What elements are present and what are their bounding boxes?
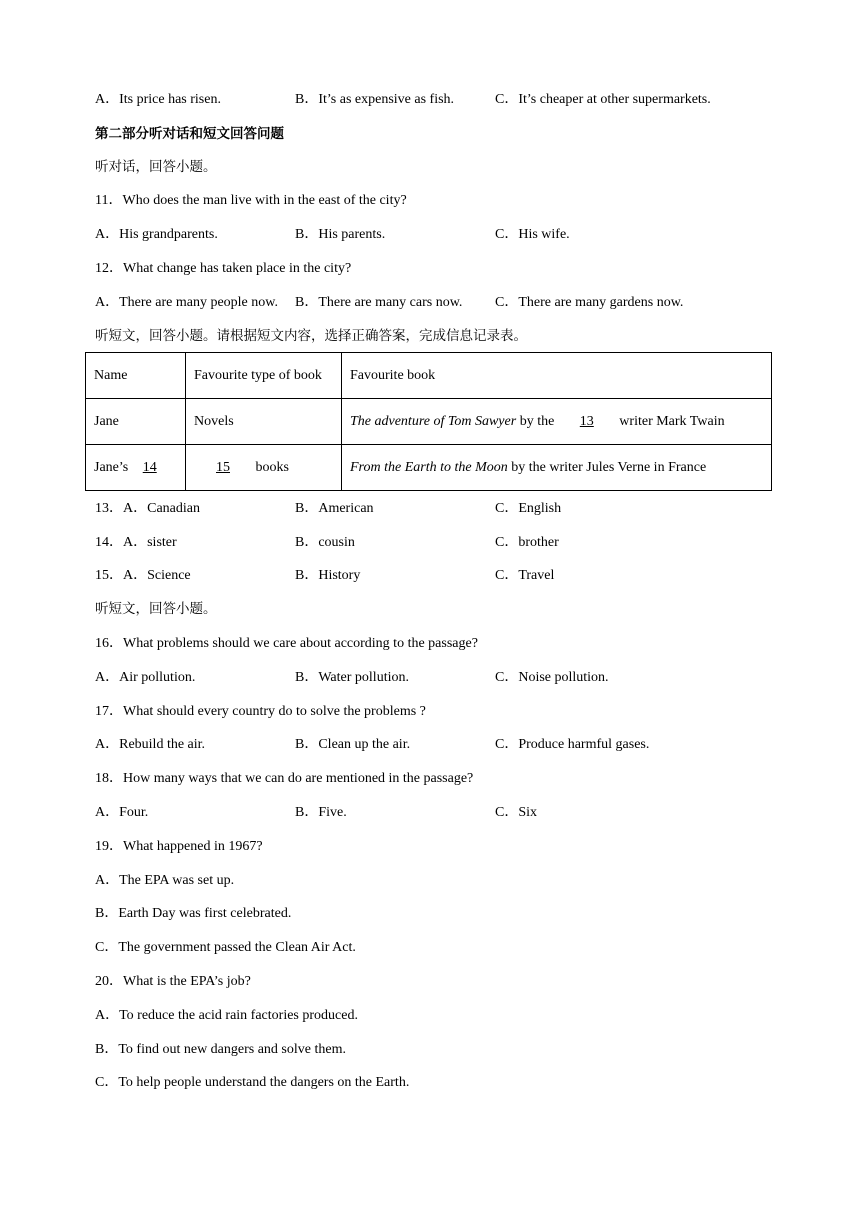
q14-option-a: 14．A．sister (95, 535, 177, 550)
table-row (86, 445, 772, 491)
q19-stem: 19．What happened in 1967? (95, 839, 263, 854)
q11-stem: 11．Who does the man live with in the east of the city? (95, 193, 407, 208)
table-header-row (86, 353, 772, 399)
q16-option-c: C．Noise pollution. (495, 670, 609, 685)
type-suffix: books (252, 459, 289, 475)
q18-stem: 18．How many ways that we can do are mentioned in the passage? (95, 771, 474, 786)
q11-option-b: B．His parents. (295, 227, 386, 242)
q12-option-c: C．There are many gardens now. (495, 295, 684, 310)
cell-type: Novels (186, 399, 342, 445)
q17-option-a: A．Rebuild the air. (95, 737, 206, 752)
q18-option-c: C．Six (495, 805, 538, 820)
instruction-table: 听短文，回答小题。请根据短文内容，选择正确答案，完成信息记录表。 (95, 328, 527, 344)
q20-option-b: B．To find out new dangers and solve them. (95, 1042, 346, 1057)
cell-name (86, 445, 186, 491)
cell-name: Jane (86, 399, 186, 445)
header-name: Name (86, 353, 186, 399)
q17-option-c: C．Produce harmful gases. (495, 737, 650, 752)
cell-type (186, 445, 342, 491)
instruction-passage: 听短文，回答小题。 (95, 601, 217, 617)
q20-option-c: C．To help people understand the dangers on the Earth. (95, 1075, 410, 1090)
q12-option-b: B．There are many cars now. (295, 295, 463, 310)
book-rest: writer Mark Twain (615, 413, 725, 429)
q16-option-b: B．Water pollution. (295, 670, 409, 685)
q19-option-c: C．The government passed the Clean Air Act. (95, 940, 356, 955)
q10-option-a: A．Its price has risen. (95, 92, 221, 107)
q13-option-a: 13．A．Canadian (95, 501, 200, 516)
q12-option-a: A．There are many people now. (95, 295, 278, 310)
q20-option-a: A．To reduce the acid rain factories produced. (95, 1008, 358, 1023)
q11-option-c: C．His wife. (495, 227, 570, 242)
header-book: Favourite book (342, 353, 772, 399)
blank-15: 15 (216, 459, 230, 475)
blank-13: 13 (579, 413, 594, 429)
book-rest: by the writer Jules Verne in France (507, 459, 707, 475)
q17-option-b: B．Clean up the air. (295, 737, 411, 752)
q10-option-b: B．It’s as expensive as fish. (295, 92, 455, 107)
part2-heading: 第二部分听对话和短文回答问题 (95, 126, 284, 142)
q12-stem: 12．What change has taken place in the city? (95, 261, 352, 276)
cell-book (342, 445, 772, 491)
info-record-table (85, 352, 772, 491)
q17-stem: 17．What should every country do to solve the problems ? (95, 704, 426, 719)
q10-option-c: C．It’s cheaper at other supermarkets. (495, 92, 711, 107)
q13-option-c: C．English (495, 501, 562, 516)
book-title: From the Earth to the Moon (350, 459, 508, 475)
q15-option-c: C．Travel (495, 568, 555, 583)
q11-option-a: A．His grandparents. (95, 227, 218, 242)
q19-option-a: A．The EPA was set up. (95, 873, 235, 888)
q18-option-b: B．Five. (295, 805, 347, 820)
book-title: The adventure of Tom Sawyer (350, 413, 517, 429)
q16-option-a: A．Air pollution. (95, 670, 196, 685)
q15-option-b: B．History (295, 568, 361, 583)
cell-book (342, 399, 772, 445)
q16-stem: 16．What problems should we care about according to the passage? (95, 636, 478, 651)
blank-14: 14 (142, 459, 157, 475)
q14-option-c: C．brother (495, 535, 559, 550)
name-prefix: Jane’s (94, 459, 132, 475)
instruction-dialogue: 听对话，回答小题。 (95, 159, 217, 175)
header-type: Favourite type of book (186, 353, 342, 399)
q18-option-a: A．Four. (95, 805, 149, 820)
q15-option-a: 15．A．Science (95, 568, 191, 583)
book-by: by the (516, 413, 558, 429)
q19-option-b: B．Earth Day was first celebrated. (95, 906, 292, 921)
q14-option-b: B．cousin (295, 535, 355, 550)
q20-stem: 20．What is the EPA’s job? (95, 974, 251, 989)
q13-option-b: B．American (295, 501, 374, 516)
table-row (86, 399, 772, 445)
